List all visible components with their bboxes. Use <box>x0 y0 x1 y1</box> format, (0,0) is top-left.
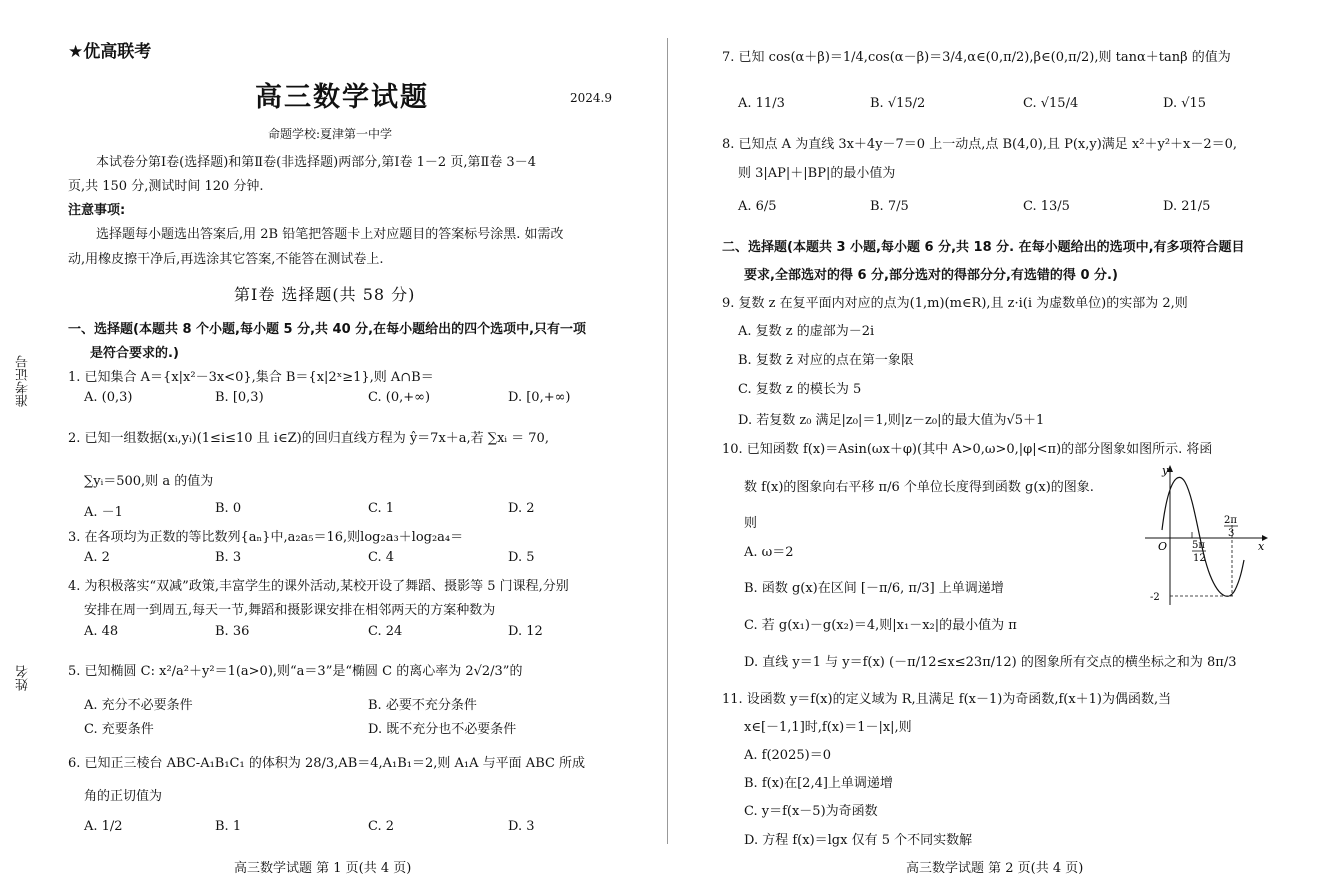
q3-option-c: C. 4 <box>368 550 395 565</box>
q11-option-d: D. 方程 f(x)＝lgx 仅有 5 个不同实数解 <box>744 833 973 848</box>
footer-right: 高三数学试题 第 2 页(共 4 页) <box>906 861 1084 876</box>
q9-option-b: B. 复数 z̄ 对应的点在第一象限 <box>738 353 914 368</box>
q4-option-a: A. 48 <box>84 624 119 639</box>
q5-option-b: B. 必要不充分条件 <box>368 698 477 713</box>
q2-stem1: 2. 已知一组数据(xᵢ,yᵢ)(1≤i≤10 且 i∈Z)的回归直线方程为 ŷ＝7x＋a,若 ∑xᵢ ＝ 70, <box>68 431 549 446</box>
school: 命题学校:夏津第一中学 <box>268 127 393 141</box>
q10-option-a: A. ω＝2 <box>744 545 794 560</box>
q2-option-a: A. －1 <box>84 505 123 520</box>
q9-option-d: D. 若复数 z₀ 满足|z₀|＝1,则|z－z₀|的最大值为√5＋1 <box>738 413 1045 428</box>
q8-option-b: B. 7/5 <box>870 199 909 214</box>
q5-option-d: D. 既不充分也不必要条件 <box>368 722 517 737</box>
q6-option-a: A. 1/2 <box>84 819 123 834</box>
q9-stem: 9. 复数 z 在复平面内对应的点为(1,m)(m∈R),且 z·i(i 为虚数单位)的实部为 2,则 <box>722 296 1188 311</box>
q8-stem1: 8. 已知点 A 为直线 3x＋4y－7＝0 上一动点,点 B(4,0),且 P(x,y)满足 x²＋y²＋x－2＝0, <box>722 137 1238 152</box>
q7-stem: 7. 已知 cos(α＋β)＝1/4,cos(α－β)＝3/4,α∈(0,π/2),β∈(0,π/2),则 tanα＋tanβ 的值为 <box>722 50 1231 65</box>
q9-option-a: A. 复数 z 的虚部为－2i <box>738 324 875 339</box>
brand: ★优高联考 <box>68 42 152 62</box>
exam-id-label: 准考证号 <box>16 355 31 407</box>
q11-option-a: A. f(2025)＝0 <box>744 748 831 763</box>
intro-line2: 页,共 150 分,测试时间 120 分钟. <box>68 179 264 194</box>
q5-stem: 5. 已知椭圆 C: x²/a²＋y²＝1(a>0),则“a＝3”是“椭圆 C 的离心率为 2√2/3”的 <box>68 664 523 679</box>
q2-option-c: C. 1 <box>368 501 395 516</box>
q10-option-b: B. 函数 g(x)在区间 [－π/6, π/3] 上单调递增 <box>744 581 1004 596</box>
q3-option-b: B. 3 <box>215 550 242 565</box>
q2-option-d: D. 2 <box>508 501 535 516</box>
q11-stem1: 11. 设函数 y＝f(x)的定义域为 R,且满足 f(x－1)为奇函数,f(x＋1)为偶函数,当 <box>722 692 1172 707</box>
name-label: 姓名 <box>16 665 31 691</box>
q10-option-c: C. 若 g(x₁)－g(x₂)＝4,则|x₁－x₂|的最小值为 π <box>744 618 1017 633</box>
section1-line2: 是符合要求的.) <box>90 346 179 361</box>
exam-date: 2024.9 <box>570 91 612 105</box>
origin-label: O <box>1158 540 1168 553</box>
q4-option-b: B. 36 <box>215 624 250 639</box>
part1-title: 第Ⅰ卷 选择题(共 58 分) <box>234 285 416 304</box>
q1-option-a: A. (0,3) <box>84 390 133 405</box>
q7-option-b: B. √15/2 <box>870 96 926 111</box>
q6-option-b: B. 1 <box>215 819 242 834</box>
section2-line1: 二、选择题(本题共 3 小题,每小题 6 分,共 18 分. 在每小题给出的选项中,有多项符合题目 <box>722 240 1245 255</box>
q8-stem2: 则 3|AP|＋|BP|的最小值为 <box>738 166 896 181</box>
q10-stem3: 则 <box>744 516 758 531</box>
q1-option-b: B. [0,3) <box>215 390 264 405</box>
q4-stem2: 安排在周一到周五,每天一节,舞蹈和摄影课安排在相邻两天的方案种数为 <box>84 603 496 618</box>
q6-stem1: 6. 已知正三棱台 ABC-A₁B₁C₁ 的体积为 28/3,AB＝4,A₁B₁＝2,则 A₁A 与平面 ABC 所成 <box>68 756 586 771</box>
notice-line2: 动,用橡皮擦干净后,再选涂其它答案,不能答在测试卷上. <box>68 252 384 267</box>
tick-3-label: 3 <box>1228 528 1235 539</box>
neg2-label: -2 <box>1150 592 1160 603</box>
x-label: x <box>1258 540 1265 553</box>
q10-sine-graph <box>1140 460 1270 610</box>
q3-option-d: D. 5 <box>508 550 535 565</box>
page-title: 高三数学试题 <box>255 82 429 113</box>
q1-option-c: C. (0,+∞) <box>368 390 431 405</box>
q6-option-c: C. 2 <box>368 819 395 834</box>
q7-option-d: D. √15 <box>1163 96 1207 111</box>
section2-line2: 要求,全部选对的得 6 分,部分选对的得部分分,有选错的得 0 分.) <box>744 268 1118 283</box>
tick-12-label: 12 <box>1193 553 1206 564</box>
q10-stem2: 数 f(x)的图象向右平移 π/6 个单位长度得到函数 g(x)的图象. <box>744 480 1094 495</box>
q4-option-d: D. 12 <box>508 624 543 639</box>
footer-left: 高三数学试题 第 1 页(共 4 页) <box>234 861 412 876</box>
y-label: y <box>1162 464 1169 477</box>
q6-option-d: D. 3 <box>508 819 535 834</box>
q7-option-a: A. 11/3 <box>738 96 785 111</box>
notice-line1: 选择题每小题选出答案后,用 2B 铅笔把答题卡上对应题目的答案标号涂黑. 如需改 <box>96 227 564 242</box>
q9-option-c: C. 复数 z 的模长为 5 <box>738 382 862 397</box>
notice-title: 注意事项: <box>68 203 126 218</box>
tick-5pi-label: 5π <box>1192 540 1205 551</box>
intro-line1: 本试卷分第Ⅰ卷(选择题)和第Ⅱ卷(非选择题)两部分,第Ⅰ卷 1－2 页,第Ⅱ卷 3－4 <box>96 155 536 170</box>
q8-option-c: C. 13/5 <box>1023 199 1070 214</box>
q11-option-b: B. f(x)在[2,4]上单调递增 <box>744 776 893 791</box>
q2-option-b: B. 0 <box>215 501 242 516</box>
q11-stem2: x∈[－1,1]时,f(x)＝1－|x|,则 <box>744 720 912 735</box>
q1-stem: 1. 已知集合 A＝{x|x²－3x<0},集合 B＝{x|2ˣ≥1},则 A∩B＝ <box>68 370 434 385</box>
q8-option-a: A. 6/5 <box>738 199 777 214</box>
q8-option-d: D. 21/5 <box>1163 199 1211 214</box>
q4-stem1: 4. 为积极落实“双减”政策,丰富学生的课外活动,某校开设了舞蹈、摄影等 5 门课程,分别 <box>68 579 569 594</box>
section1-line1: 一、选择题(本题共 8 个小题,每小题 5 分,共 40 分,在每小题给出的四个选项中,只有一项 <box>68 322 587 337</box>
q3-stem: 3. 在各项均为正数的等比数列{aₙ}中,a₂a₅＝16,则log₂a₃＋log₂a₄＝ <box>68 530 464 545</box>
q2-stem2: ∑yᵢ＝500,则 a 的值为 <box>84 474 214 489</box>
q4-option-c: C. 24 <box>368 624 403 639</box>
q11-option-c: C. y＝f(x－5)为奇函数 <box>744 804 878 819</box>
tick-2pi-label: 2π <box>1224 515 1237 526</box>
q5-option-a: A. 充分不必要条件 <box>84 698 193 713</box>
q10-option-d: D. 直线 y＝1 与 y＝f(x) (－π/12≤x≤23π/12) 的图象所有交点的横坐标之和为 8π/3 <box>744 655 1237 670</box>
q6-stem2: 角的正切值为 <box>84 789 163 804</box>
q1-option-d: D. [0,+∞) <box>508 390 571 405</box>
q10-stem1: 10. 已知函数 f(x)＝Asin(ωx＋φ)(其中 A>0,ω>0,|φ|<π)的部分图象如图所示. 将函 <box>722 442 1213 457</box>
page-divider <box>667 38 668 844</box>
q5-option-c: C. 充要条件 <box>84 722 154 737</box>
q3-option-a: A. 2 <box>84 550 110 565</box>
q7-option-c: C. √15/4 <box>1023 96 1079 111</box>
